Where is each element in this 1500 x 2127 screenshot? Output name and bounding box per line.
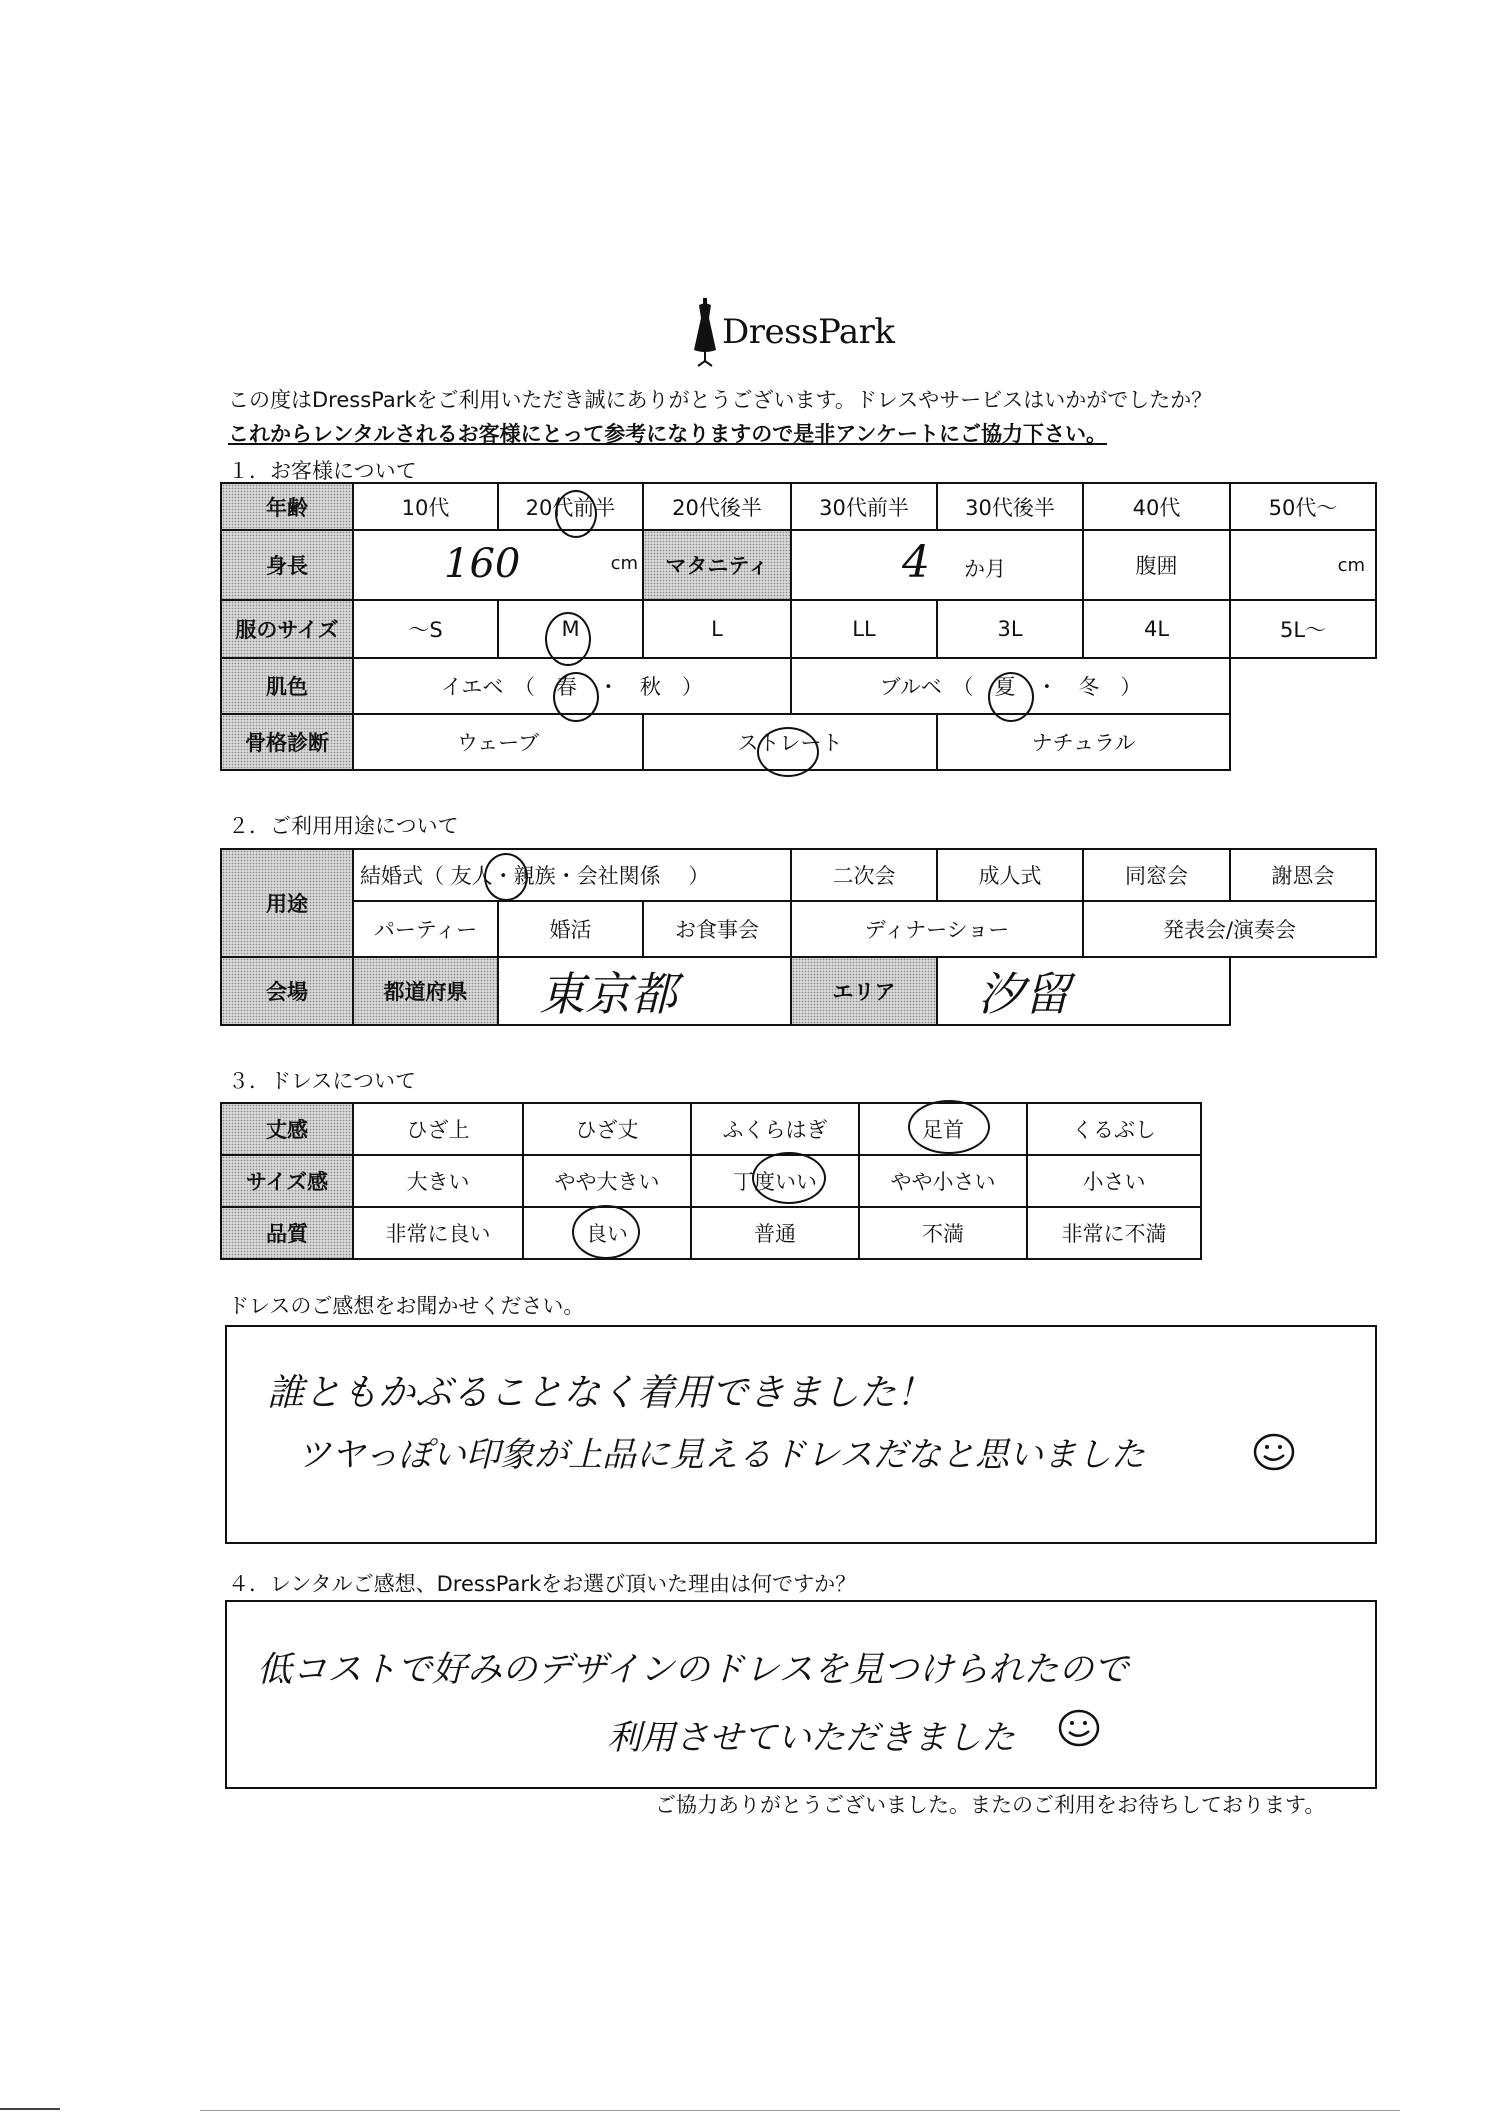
fit-option[interactable]: やや小さい — [859, 1155, 1027, 1207]
height-unit: cm — [610, 553, 638, 574]
blue-base-option[interactable]: ブルベ （ 夏 ・ 冬 ） — [791, 658, 1230, 714]
intro-line-1: この度はDressParkをご利用いただき誠にありがとうございます。ドレスやサービスはいかがでしたか？ — [228, 388, 1213, 412]
skin-label: 肌色 — [221, 658, 353, 714]
frame-option[interactable]: ウェーブ — [353, 714, 643, 770]
length-option[interactable]: ふくらはぎ — [691, 1103, 859, 1155]
maternity-unit: か月 — [964, 557, 1006, 581]
intro-line-2: これからレンタルされるお客様にとって参考になりますので是非アンケートにご協力下さい。 — [228, 422, 1107, 446]
size-label: 服のサイズ — [221, 600, 353, 658]
length-label: 丈感 — [221, 1103, 353, 1155]
size-option[interactable]: 5L～ — [1230, 600, 1376, 658]
waist-field[interactable] — [1230, 530, 1376, 600]
age-option[interactable]: 20代前半 — [498, 483, 643, 530]
blue-base-label: ブルベ — [879, 675, 942, 699]
feedback-prompt: ドレスのご感想をお聞かせください。 — [228, 1294, 585, 1318]
dress-mannequin-icon — [690, 298, 720, 368]
usage-option[interactable]: 謝恩会 — [1230, 849, 1376, 901]
section3-title: ３．ドレスについて — [228, 1069, 416, 1093]
height-field[interactable] — [353, 530, 643, 600]
length-option[interactable]: ひざ丈 — [523, 1103, 691, 1155]
autumn-option[interactable]: 秋 — [639, 675, 661, 699]
venue-label: 会場 — [221, 957, 353, 1025]
section4-title: ４．レンタルご感想、DressParkをお選び頂いた理由は何ですか？ — [228, 1572, 857, 1596]
fit-option[interactable]: 丁度いい — [691, 1155, 859, 1207]
age-option[interactable]: 30代前半 — [791, 483, 937, 530]
prefecture-field[interactable] — [498, 957, 791, 1025]
feedback-box[interactable] — [225, 1325, 1377, 1544]
reason-line-1: 低コストで好みのデザインのドレスを見つけられたので — [257, 1650, 1129, 1690]
quality-option[interactable]: 不満 — [859, 1207, 1027, 1259]
usage-option[interactable]: 婚活 — [498, 901, 643, 957]
feedback-line-1: 誰ともかぶることなく着用できました！ — [267, 1371, 933, 1414]
usage-option[interactable]: 同窓会 — [1083, 849, 1230, 901]
wedding-family-option[interactable]: 親族 — [513, 864, 556, 888]
area-value: 汐留 — [978, 967, 1070, 1021]
length-option[interactable]: ひざ上 — [353, 1103, 523, 1155]
size-option[interactable]: LL — [791, 600, 937, 658]
waist-unit: cm — [1337, 554, 1365, 576]
maternity-label: マタニティ — [643, 530, 791, 600]
frame-label: 骨格診断 — [221, 714, 353, 770]
spring-option[interactable]: 春 — [555, 675, 577, 699]
dress-table — [220, 1102, 1202, 1260]
quality-option[interactable]: 非常に不満 — [1027, 1207, 1201, 1259]
length-option[interactable]: 足首 — [859, 1103, 1027, 1155]
scan-edge-line — [200, 2110, 1400, 2111]
yellow-base-label: イエベ — [441, 675, 504, 699]
fit-option[interactable]: 大きい — [353, 1155, 523, 1207]
quality-option[interactable]: 非常に良い — [353, 1207, 523, 1259]
usage-option[interactable]: パーティー — [353, 901, 498, 957]
fit-option[interactable]: 小さい — [1027, 1155, 1201, 1207]
brand-name: DressPark — [722, 312, 895, 352]
age-option[interactable]: 20代後半 — [643, 483, 791, 530]
age-option[interactable]: 10代 — [353, 483, 498, 530]
usage-option[interactable]: お食事会 — [643, 901, 791, 957]
smiley-icon — [1252, 1432, 1296, 1472]
usage-option[interactable]: 二次会 — [791, 849, 937, 901]
purpose-label: 用途 — [221, 849, 353, 957]
quality-option[interactable]: 普通 — [691, 1207, 859, 1259]
age-option[interactable]: 30代後半 — [937, 483, 1083, 530]
reason-line-2: 利用させていただきました — [607, 1718, 1015, 1758]
brand-logo — [690, 298, 910, 368]
area-label: エリア — [791, 957, 937, 1025]
closing-message: ご協力ありがとうございました。またのご利用をお待ちしております。 — [655, 1793, 1326, 1817]
section1-title: １．お客様について — [228, 459, 417, 483]
maternity-value: 4 — [902, 537, 930, 588]
size-option[interactable]: L — [643, 600, 791, 658]
winter-option[interactable]: 冬 — [1078, 675, 1100, 699]
size-option[interactable]: M — [498, 600, 643, 658]
wedding-friend-option[interactable]: 友人 — [450, 864, 493, 888]
prefecture-value: 東京都 — [539, 967, 677, 1021]
quality-option[interactable]: 良い — [523, 1207, 691, 1259]
fit-option[interactable]: やや大きい — [523, 1155, 691, 1207]
usage-table — [220, 848, 1377, 1026]
reason-box[interactable] — [225, 1600, 1377, 1789]
quality-label: 品質 — [221, 1207, 353, 1259]
age-option[interactable]: 40代 — [1083, 483, 1230, 530]
maternity-field[interactable] — [791, 530, 1083, 600]
frame-option[interactable]: ストレート — [643, 714, 937, 770]
height-label: 身長 — [221, 530, 353, 600]
wedding-option[interactable]: 結婚式（ 友人・親族・会社関係 ） — [353, 849, 791, 901]
age-option[interactable]: 50代～ — [1230, 483, 1376, 530]
size-option[interactable]: ～S — [353, 600, 498, 658]
section2-title: ２．ご利用用途について — [228, 814, 459, 838]
size-option[interactable]: 4L — [1083, 600, 1230, 658]
usage-option[interactable]: 発表会/演奏会 — [1083, 901, 1376, 957]
smiley-icon — [1057, 1708, 1101, 1748]
usage-option[interactable]: ディナーショー — [791, 901, 1083, 957]
frame-option[interactable]: ナチュラル — [937, 714, 1230, 770]
area-field[interactable] — [937, 957, 1230, 1025]
summer-option[interactable]: 夏 — [994, 675, 1016, 699]
wedding-company-option[interactable]: 会社関係 — [576, 864, 661, 888]
fit-label: サイズ感 — [221, 1155, 353, 1207]
prefecture-label: 都道府県 — [353, 957, 498, 1025]
waist-label: 腹囲 — [1083, 530, 1230, 600]
feedback-line-2: ツヤっぽい印象が上品に見えるドレスだなと思いました — [297, 1435, 1145, 1475]
scan-edge-line — [0, 2108, 60, 2110]
usage-option[interactable]: 成人式 — [937, 849, 1083, 901]
customer-table — [220, 482, 1377, 771]
length-option[interactable]: くるぶし — [1027, 1103, 1201, 1155]
size-option[interactable]: 3L — [937, 600, 1083, 658]
age-label: 年齢 — [221, 483, 353, 530]
wedding-label: 結婚式 — [360, 864, 423, 888]
yellow-base-option[interactable]: イエベ （ 春 ・ 秋 ） — [353, 658, 791, 714]
height-value: 160 — [444, 541, 521, 587]
